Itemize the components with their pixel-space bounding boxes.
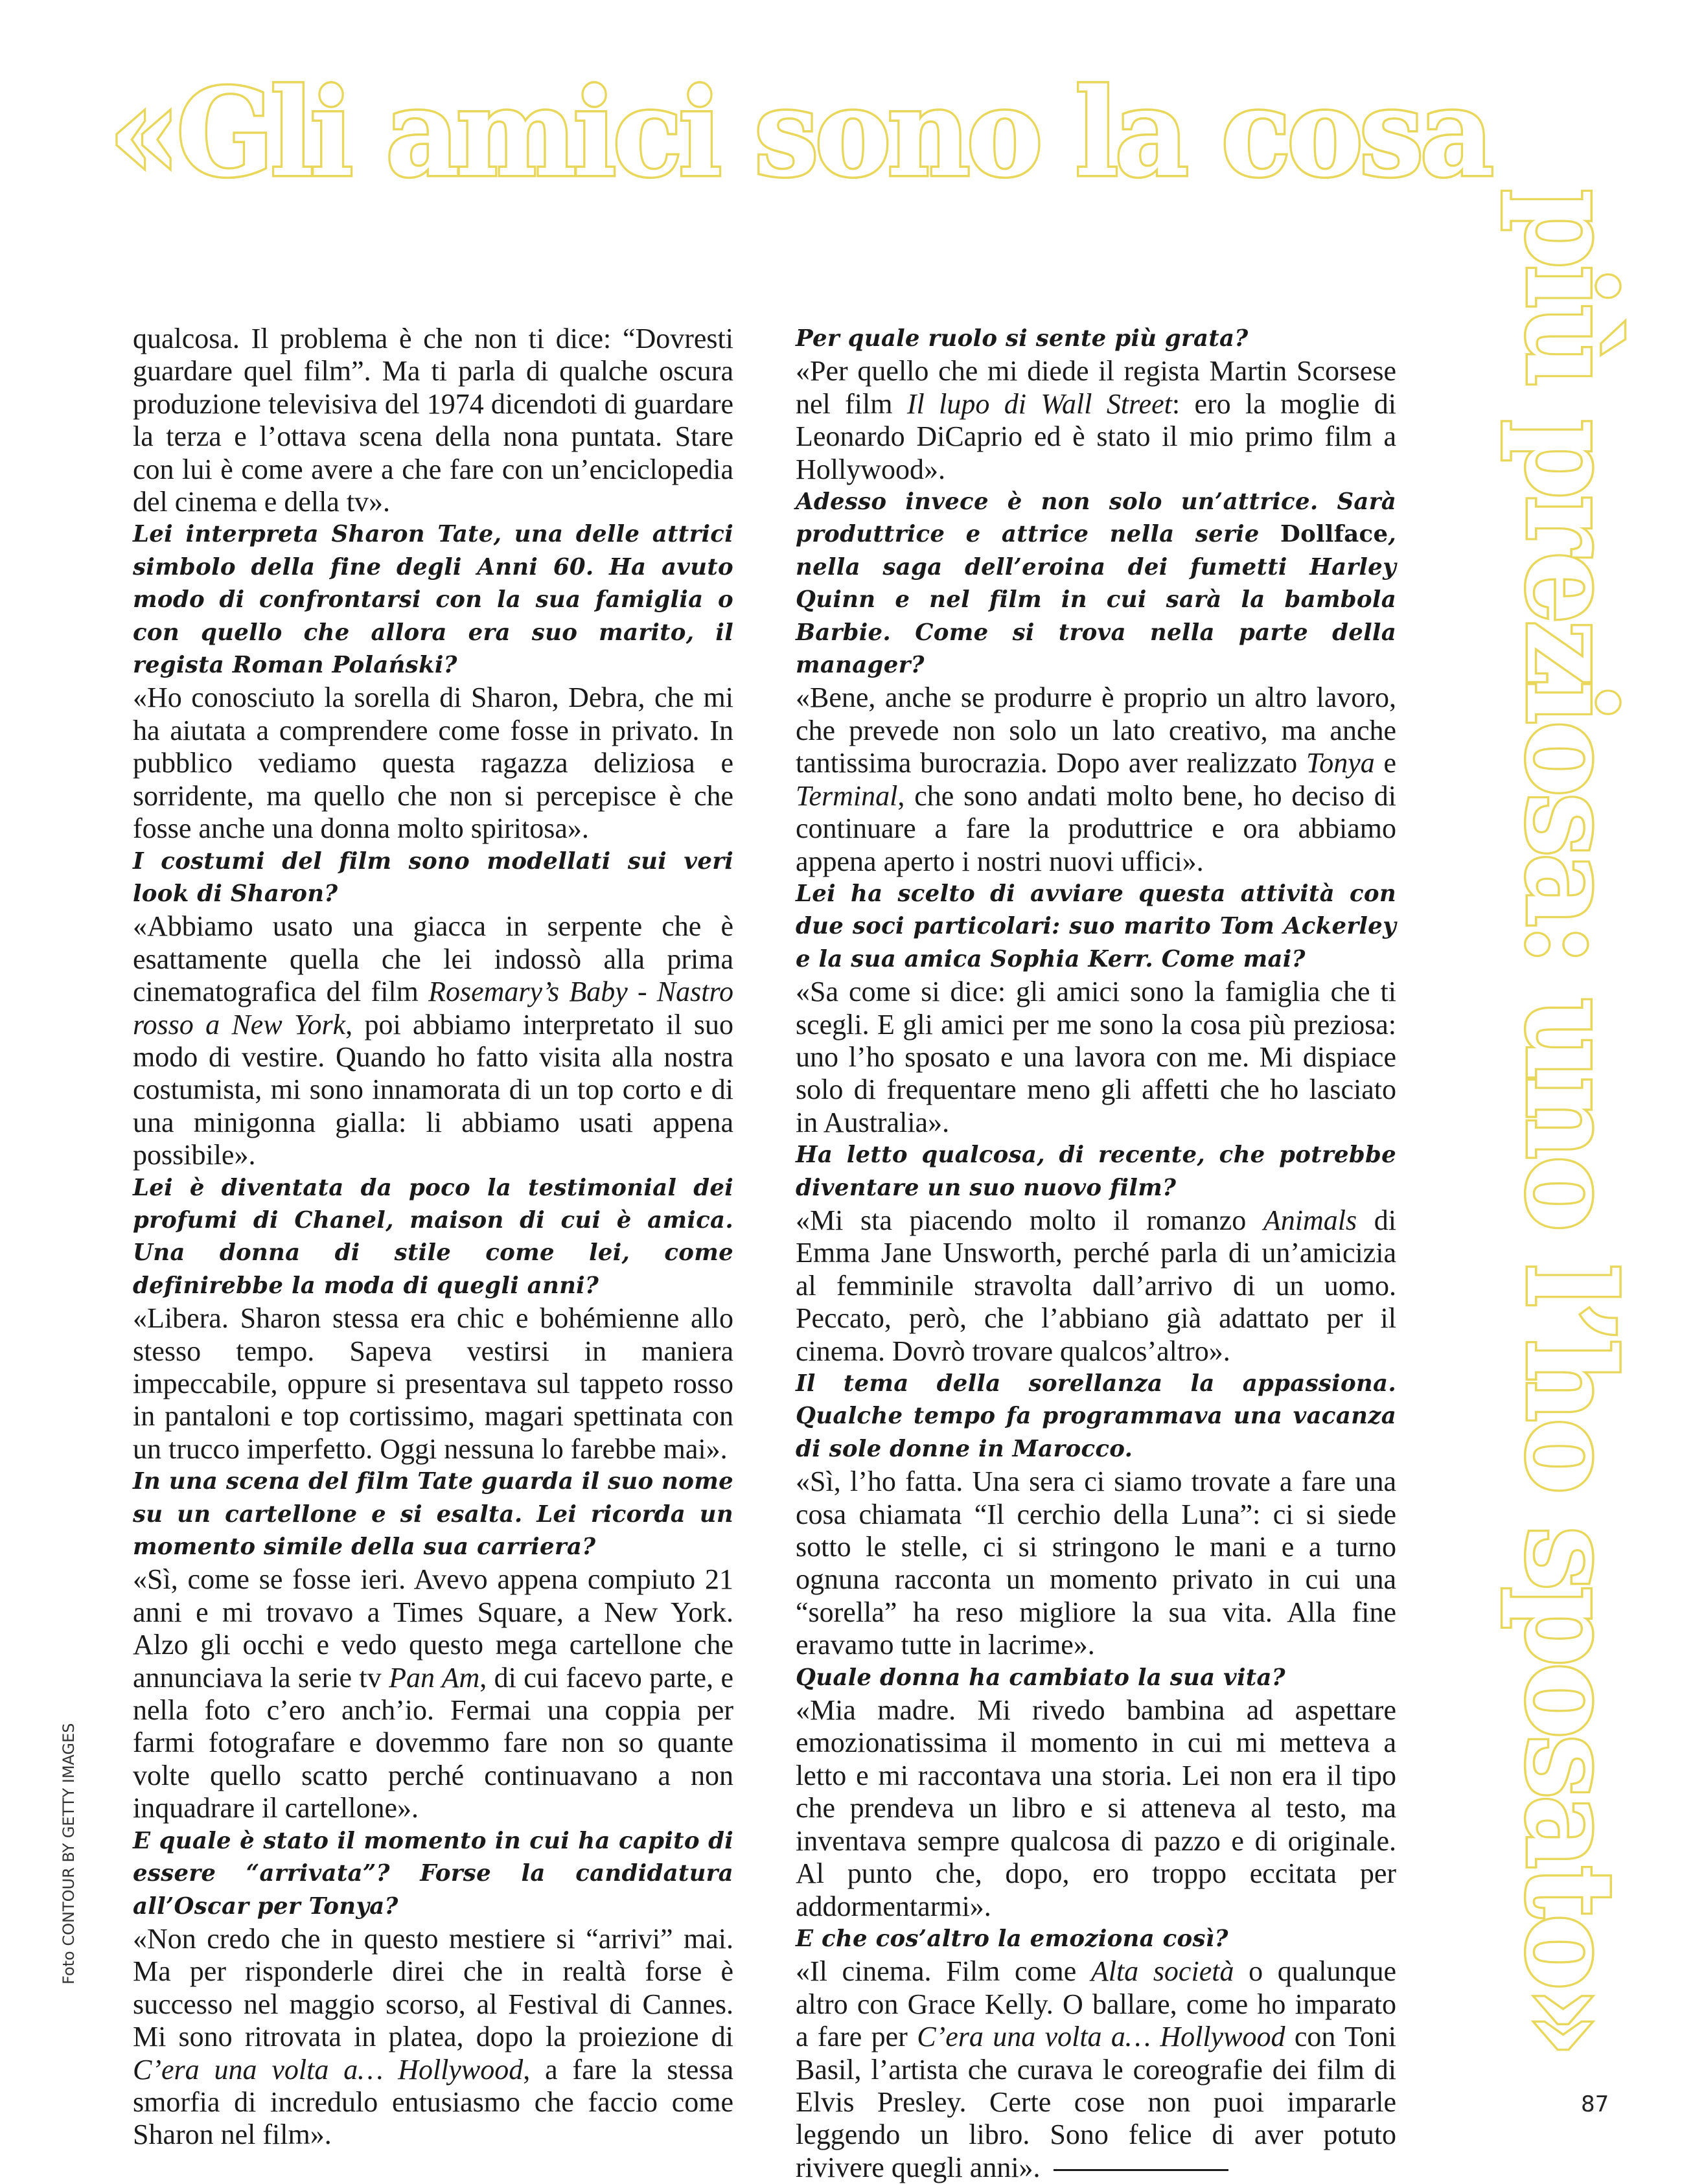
text-segment: «Sì, come se fosse ieri. Avevo appena compiuto 21 anni e mi trovavo a Times Square, a New York. Alzo gli occhi e vedo questo mega cartellone che annunciava la serie tv <box>133 1563 733 1694</box>
italic-title-text: Terminal <box>796 779 898 812</box>
text-segment: , nella saga dell’eroina dei fumetti Harley Quinn e nel film in cui sarà la bambola Barbie. Come si trova nella parte della manager? <box>796 521 1396 679</box>
text-segment: Adesso invece è non solo un’attrice. Sarà produttrice e attrice nella serie <box>796 489 1396 548</box>
text-segment: con Toni Basil, l’artista che curava le coreografie dei film di Elvis Presley. Certe cose non puoi impararle leggendo un libro. Sono felice di aver potuto rivivere quegli anni». <box>796 2021 1397 2183</box>
text-segment: «Abbiamo usato una giacca in serpente che è esattamente quella che lei indossò alla prima cinematografica del film <box>133 910 733 1008</box>
photo-credit: Foto CONTOUR BY GETTY IMAGES <box>60 1723 78 1984</box>
italic-title-text: Animals <box>1263 1204 1357 1236</box>
text-segment: Dollface <box>1280 521 1388 548</box>
interview-question <box>796 1662 1396 1694</box>
interview-answer <box>796 355 1396 486</box>
text-segment: Lei ha scelto di avviare questa attività con due soci particolari: suo marito Tom Ackerley e la sua amica Sophia Kerr. Come mai? <box>796 880 1396 972</box>
interview-question <box>796 486 1396 682</box>
text-segment: I costumi del film sono modellati sui veri look di Sharon? <box>133 847 733 907</box>
italic-title-text: C’era una volta a… Hollywood <box>917 2021 1285 2053</box>
interview-question <box>796 323 1396 355</box>
text-segment: di Emma Jane Unsworth, perché parla di un’amicizia al femminile stravolta dall’arrivo di un uomo. Peccato, però, che l’abbiano già adattato per il cinema. Dovrò trovare qualcos’altro». <box>796 1204 1396 1367</box>
interview-answer <box>133 682 733 845</box>
interview-question <box>796 878 1396 976</box>
headline-line-2-vertical: più preziosa: uno l’ho sposato» <box>1499 189 1641 2054</box>
article-column-left <box>133 323 733 2152</box>
interview-answer <box>796 1466 1396 1661</box>
italic-title-text: C’era una volta a… Hollywood <box>133 2053 524 2086</box>
text-segment: «Mia madre. Mi rivedo bambina ad aspettare emozionatissima il momento in cui mi metteva a letto e mi raccontava una storia. Lei non era il tipo che prendeva un libro e si atteneva al testo, ma inventava sempre qualcosa di pazzo e di originale. Al punto che, dopo, ero troppo eccitata per addormentarmi». <box>796 1694 1396 1922</box>
article-column-right <box>796 323 1396 2184</box>
text-segment: , poi abbiamo interpretato il suo modo di vestire. Quando ho fatto visita alla nostra costumista, mi sono innamorata di un top corto e di una minigonna gialla: li abbiamo usati appena possibile». <box>133 1008 733 1171</box>
text-segment: «Ho conosciuto la sorella di Sharon, Debra, che mi ha aiutata a comprendere come fosse in privato. In pubblico vediamo questa ragazza deliziosa e sorridente, ma quello che non si percepisce è che fosse anche una donna molto spiritosa». <box>133 682 733 845</box>
text-segment: «Il cinema. Film come <box>796 1955 1091 1988</box>
end-of-article-rule <box>1054 2169 1228 2171</box>
italic-title-text: Alta società <box>1090 1955 1234 1988</box>
interview-question <box>133 1172 733 1303</box>
text-segment: «Mi sta piacendo molto il romanzo <box>796 1204 1263 1236</box>
italic-title-text: Rosemary’s Baby - Nastro rosso a New York <box>133 976 733 1040</box>
text-segment: , a fare la stessa smorfia di incredulo entusiasmo che faccio come Sharon nel film». <box>133 2053 733 2151</box>
interview-answer <box>796 1204 1396 1368</box>
page-number: 87 <box>1581 2091 1609 2117</box>
italic-title-text: Tonya <box>1306 747 1375 779</box>
interview-answer <box>796 682 1396 877</box>
text-segment: «Per quello che mi diede il regista Martin Scorsese nel film <box>796 355 1396 420</box>
text-segment: Ha letto qualcosa, di recente, che potrebbe diventare un suo nuovo film? <box>796 1142 1396 1201</box>
interview-question <box>133 1825 733 1923</box>
text-segment: «Sa come si dice: gli amici sono la famiglia che ti scegli. E gli amici per me sono la cosa più preziosa: uno l’ho sposato e una lavora con me. Mi dispiace solo di frequentare meno gli affetti che ho lasciato in Australia». <box>796 976 1396 1138</box>
interview-question <box>133 518 733 682</box>
interview-question <box>796 1923 1396 1955</box>
interview-answer <box>133 1302 733 1466</box>
text-segment: Lei interpreta Sharon Tate, una delle attrici simbolo della fine degli Anni 60. Ha avuto modo di confrontarsi con la sua famiglia o con quello che allora era suo marito, il regista Roman Polański? <box>133 521 733 679</box>
text-segment: , che sono andati molto bene, ho deciso di continuare a fare la produttrice e ora abbiamo appena aperto i nostri nuovi uffici». <box>796 779 1396 877</box>
text-segment: , di cui facevo parte, e nella foto c’ero anch’io. Fermai una coppia per farmi fotografare e dovemmo fare non so quante volte quello scatto perché continuavano a non inquadrare il cartellone». <box>133 1661 733 1824</box>
interview-answer <box>133 323 733 518</box>
text-segment: Il tema della sorellanza la appassiona. Qualche tempo fa programmava una vacanza di sole donne in Marocco. <box>796 1370 1396 1462</box>
interview-answer <box>133 1563 733 1824</box>
text-segment: o qualunque altro con Grace Kelly. O ballare, come ho imparato a fare per <box>796 1955 1396 2053</box>
text-segment: E quale è stato il momento in cui ha capito di essere “arrivata”? Forse la candidatura all’Oscar per Tonya? <box>133 1827 733 1920</box>
text-segment: Per quale ruolo si sente più grata? <box>796 325 1249 352</box>
interview-question <box>133 1466 733 1563</box>
text-segment: «Sì, l’ho fatta. Una sera ci siamo trovate a fare una cosa chiamata “Il cerchio della Luna”: ci si siede sotto le stelle, ci si stringono le mani e a turno ognuna racconta un momento privato in cui una “sorella” ha reso migliore la sua vita. Alla fine eravamo tutte in lacrime». <box>796 1466 1396 1661</box>
text-segment: e <box>1374 747 1396 779</box>
text-segment: Lei è diventata da poco la testimonial dei profumi di Chanel, maison di cui è amica. Una donna di stile come lei, come definirebbe la moda di quegli anni? <box>133 1174 733 1299</box>
interview-answer <box>796 1955 1396 2184</box>
interview-question <box>796 1139 1396 1204</box>
interview-answer <box>133 1923 733 2152</box>
text-segment: «Bene, anche se produrre è proprio un altro lavoro, che prevede non solo un lato creativo, ma anche tantissima burocrazia. Dopo aver realizzato <box>796 682 1396 779</box>
italic-title-text: Il lupo di Wall Street <box>906 387 1172 420</box>
interview-answer <box>796 976 1396 1139</box>
text-segment: In una scena del film Tate guarda il suo nome su un cartellone e si esalta. Lei ricorda un momento simile della sua carriera? <box>133 1468 733 1561</box>
text-segment: Quale donna ha cambiato la sua vita? <box>796 1664 1285 1691</box>
text-segment: E che cos’altro la emoziona così? <box>796 1925 1228 1952</box>
text-segment: «Libera. Sharon stessa era chic e bohémienne allo stesso tempo. Sapeva vestirsi in maniera impeccabile, oppure si presentava sul tappeto rosso in pantaloni e top cortissimo, magari spettinata con un trucco imperfetto. Oggi nessuna lo farebbe mai». <box>133 1302 733 1465</box>
interview-question <box>796 1368 1396 1466</box>
text-segment: «Non credo che in questo mestiere si “arrivi” mai. Ma per risponderle direi che in realtà forse è successo nel maggio scorso, al Festival di Cannes. Mi sono ritrovata in platea, dopo la proiezione di <box>133 1922 733 2053</box>
interview-question <box>133 845 733 911</box>
text-segment: qualcosa. Il problema è che non ti dice: “Dovresti guardare quel film”. Ma ti parla di qualche oscura produzione televisiva del 1974 dicendoti di guardare la terza e l’ottava scena della nona puntata. Stare con lui è come avere a che fare con un’enciclopedia del cinema e della tv». <box>133 323 733 518</box>
interview-answer <box>796 1694 1396 1923</box>
italic-title-text: Pan Am <box>389 1661 480 1694</box>
text-segment: : ero la moglie di Leonardo DiCaprio ed è stato il mio primo film a Hollywood». <box>796 387 1397 485</box>
headline-line-1: «Gli amici sono la cosa <box>109 62 1490 203</box>
interview-answer <box>133 910 733 1171</box>
